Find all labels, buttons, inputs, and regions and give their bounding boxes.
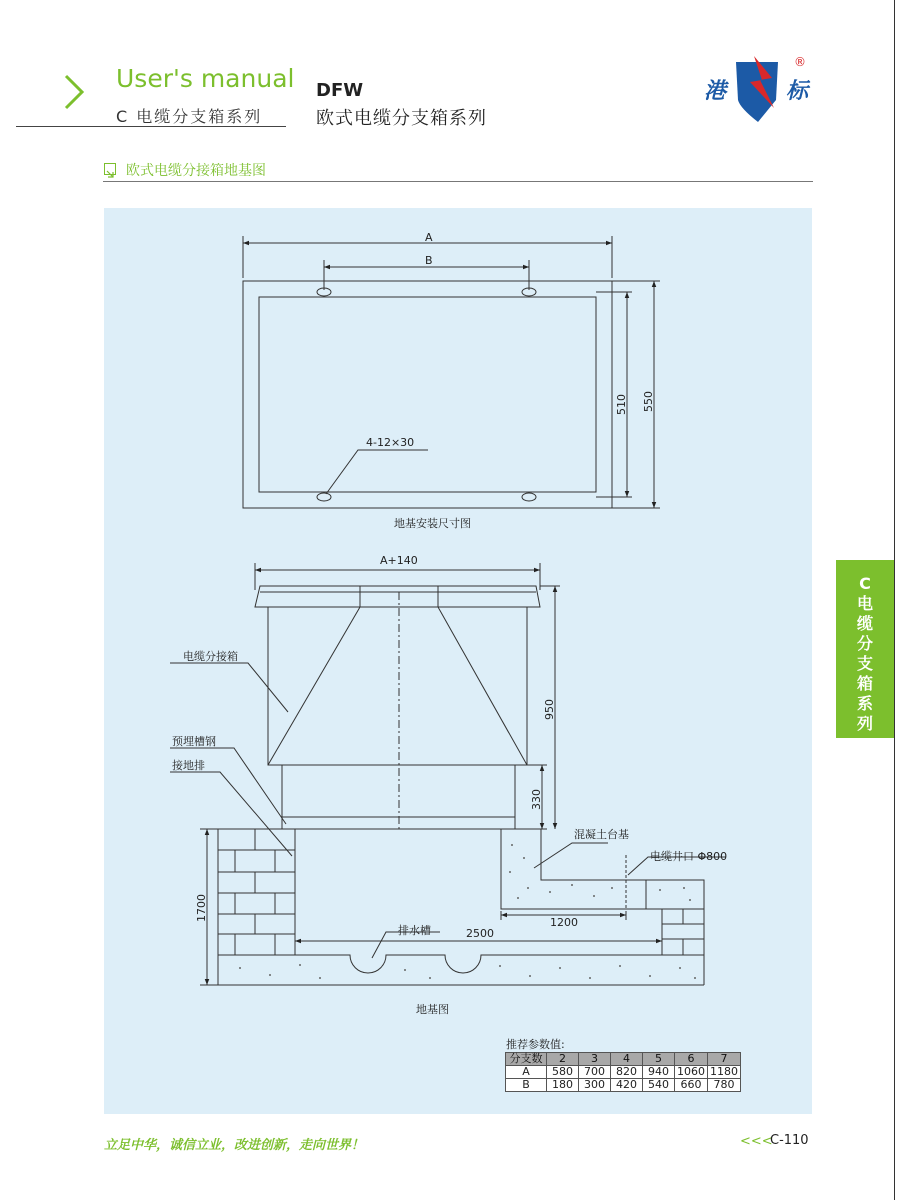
drawing-stroke <box>523 857 525 859</box>
drawing-stroke <box>527 887 529 889</box>
drawing-stroke <box>269 974 271 976</box>
dim-2500-label: 2500 <box>466 927 494 940</box>
page-number: C-110 <box>770 1133 809 1148</box>
table-cell: 780 <box>708 1079 741 1092</box>
table-header-cell: 2 <box>547 1053 579 1066</box>
dim-510-label: 510 <box>615 394 628 415</box>
drawing-stroke <box>170 663 288 712</box>
table-cell: 540 <box>643 1079 675 1092</box>
registered-mark: ® <box>794 55 806 69</box>
chevron-right-icon <box>62 72 86 112</box>
side-tab-char: 系 <box>856 694 873 713</box>
section-title: 欧式电缆分接箱地基图 <box>126 163 266 179</box>
drawing-stroke <box>319 977 321 979</box>
page-border-line <box>894 0 895 1200</box>
drawing-stroke <box>218 829 295 955</box>
side-tab-char: 分 <box>856 634 873 653</box>
table-cell: 700 <box>579 1066 611 1079</box>
section-arrow-icon <box>104 163 116 175</box>
drawing-stroke <box>649 975 651 977</box>
drawing-stroke <box>326 450 428 494</box>
table-cell: 580 <box>547 1066 579 1079</box>
side-tab-char: 箱 <box>856 674 873 693</box>
drawing-stroke <box>299 964 301 966</box>
table-cell: 180 <box>547 1079 579 1092</box>
drawing-stroke <box>522 493 536 501</box>
dim-b-label: B <box>425 254 433 267</box>
drawing-stroke <box>243 281 612 508</box>
drawing-stroke <box>268 607 360 765</box>
drawing-stroke <box>683 887 685 889</box>
hole-spec-label: 4-12×30 <box>366 436 415 449</box>
page-arrows-icon: <<< <box>740 1134 773 1149</box>
drawing-stroke <box>259 297 596 492</box>
dim-550-label: 550 <box>642 391 655 412</box>
side-tab-char: 电 <box>856 594 873 613</box>
drawing-stroke <box>429 977 431 979</box>
drawing-stroke <box>438 607 527 765</box>
brand-logo <box>702 48 820 128</box>
drawing-stroke <box>255 586 540 607</box>
table-header-cell: 分支数 <box>506 1053 547 1066</box>
drawing-stroke <box>659 889 661 891</box>
drawing-stroke <box>511 844 513 846</box>
drawing-stroke <box>317 493 331 501</box>
drawing-stroke <box>589 977 591 979</box>
logo-right-char: 标 <box>786 78 809 104</box>
table-header-cell: 7 <box>708 1053 741 1066</box>
dim-1200-label: 1200 <box>550 916 578 929</box>
drawing-stroke <box>509 871 511 873</box>
drawing-stroke <box>517 897 519 899</box>
table-header-cell: 6 <box>675 1053 708 1066</box>
label-ground-bar: 接地排 <box>172 759 205 772</box>
dim-950-label: 950 <box>543 699 556 720</box>
foundation-caption: 地基图 <box>416 1003 449 1016</box>
drawing-stroke <box>694 977 696 979</box>
label-cable-well: 电缆井口 Φ800 <box>650 850 728 863</box>
plan-caption: 地基安装尺寸图 <box>394 517 471 530</box>
table-header-cell: 4 <box>611 1053 643 1066</box>
label-drain: 排水槽 <box>398 924 431 937</box>
params-label: 推荐参数值: <box>506 1038 565 1051</box>
table-header-cell: 5 <box>643 1053 675 1066</box>
drawing-stroke <box>549 891 551 893</box>
side-tab-char: 支 <box>856 654 873 673</box>
drawing-stroke <box>529 975 531 977</box>
footer-slogan: 立足中华，诚信立业，改进创新，走向世界！ <box>104 1138 365 1153</box>
drawing-stroke <box>571 884 573 886</box>
dim-1700-label: 1700 <box>195 894 208 922</box>
table-cell: 940 <box>643 1066 675 1079</box>
drawing-stroke <box>593 895 595 897</box>
dim-a-label: A <box>425 231 433 244</box>
side-tab-char: C <box>859 574 871 593</box>
drawing-stroke <box>559 967 561 969</box>
drawing-stroke <box>679 967 681 969</box>
header-divider <box>16 126 286 127</box>
foundation-drawing <box>170 563 726 985</box>
table-header-cell: 3 <box>579 1053 611 1066</box>
drawing-stroke <box>268 607 527 765</box>
params-table <box>505 1052 741 1092</box>
label-concrete-base: 混凝土台基 <box>574 828 629 841</box>
drawing-stroke <box>239 967 241 969</box>
side-tab-char: 缆 <box>856 614 873 633</box>
label-cable-box: 电缆分接箱 <box>183 650 238 663</box>
label-channel-steel: 预埋槽钢 <box>172 735 216 748</box>
table-cell: 420 <box>611 1079 643 1092</box>
dim-a140-label: A+140 <box>380 554 418 567</box>
manual-title: User's manual <box>116 64 295 93</box>
drawing-stroke <box>619 965 621 967</box>
drawing-stroke <box>218 955 704 973</box>
table-cell: 660 <box>675 1079 708 1092</box>
drawing-stroke <box>534 843 608 868</box>
table-row <box>506 1066 741 1079</box>
drawing-stroke <box>404 969 406 971</box>
table-cell: 1060 <box>675 1066 708 1079</box>
concrete-texture <box>239 844 696 979</box>
table-header-row <box>506 1053 741 1066</box>
side-section-tab[interactable] <box>836 560 894 738</box>
drawing-stroke <box>499 965 501 967</box>
table-cell: A <box>506 1066 547 1079</box>
model-name: 欧式电缆分支箱系列 <box>316 108 487 129</box>
drawing-stroke <box>170 772 292 856</box>
table-cell: 300 <box>579 1079 611 1092</box>
dim-330-label: 330 <box>530 789 543 810</box>
table-cell: B <box>506 1079 547 1092</box>
drawing-panel <box>104 208 812 1114</box>
table-row <box>506 1079 741 1092</box>
table-cell: 1180 <box>708 1066 741 1079</box>
series-subtitle: C 电缆分支箱系列 <box>116 107 263 126</box>
section-divider <box>103 181 813 182</box>
logo-left-char: 港 <box>704 78 727 104</box>
drawing-stroke <box>501 829 662 955</box>
drawing-stroke <box>611 887 613 889</box>
side-tab-char: 列 <box>856 714 873 733</box>
model-code: DFW <box>316 80 364 101</box>
table-cell: 820 <box>611 1066 643 1079</box>
plan-view-drawing <box>243 236 660 508</box>
drawing-stroke <box>689 899 691 901</box>
